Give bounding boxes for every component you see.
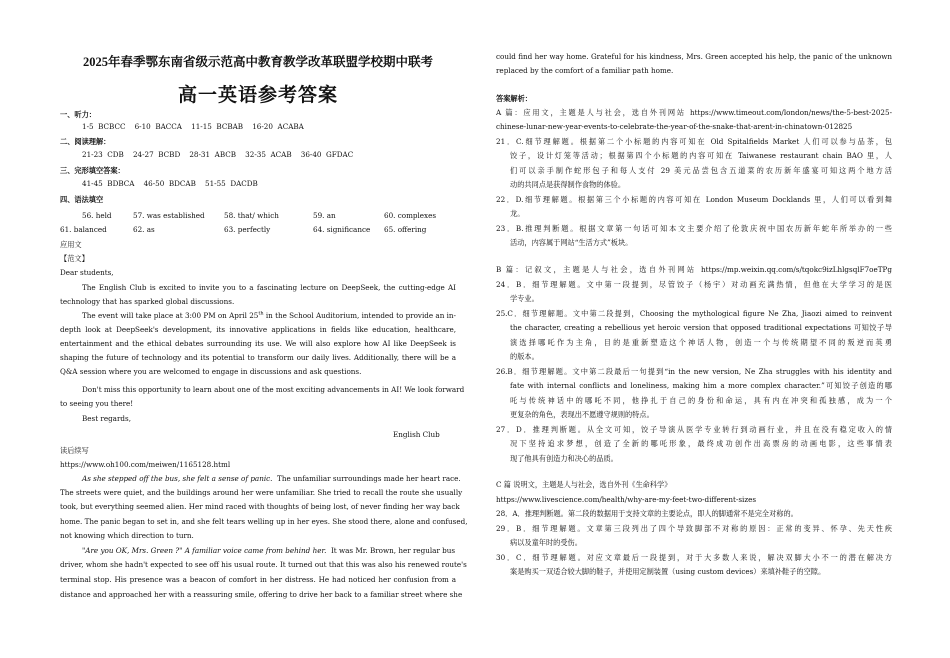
grammar-answer: 57. was established	[133, 211, 205, 220]
analysis-line: 24．B．细节理解题。文中第一段提到，尽管饺子（杨宇）对动画充满热情，但他在大学学习的是医	[496, 280, 892, 289]
analysis-line: 学专业。	[510, 294, 539, 303]
analysis-line: 更复杂的角色，表现出不愿遵守规则的特点。	[510, 410, 654, 419]
analysis-line: https://www.livescience.com/health/why-are-my-feet-two-different-sizes	[496, 495, 757, 504]
analysis-line: 29．B．细节理解题。文章第三段列出了四个导致脚部不对称的原因：正常的变异、怀孕、先天性疾	[496, 524, 892, 533]
exam-title: 2025年春季鄂东南省级示范高中教育教学改革联盟学校期中联考	[82, 55, 433, 69]
essay-greeting: Dear students,	[60, 268, 114, 277]
story-line: could find her way home. Grateful for his kindness, Mrs. Green accepted his help, the panic of the unknown	[496, 52, 892, 61]
analysis-line: 们可以亲手制作蛇形包子和每人支付 29 美元品尝包含五道菜的农历新年盛宴可知这两个地方活	[510, 166, 892, 175]
analysis-line: 现了他具有创造力和决心的品质。	[510, 454, 618, 463]
analysis-line: 26.B．细节理解题。文中第二段最后一句提到“in the new version, Ne Zha struggles with his identity and	[496, 367, 892, 376]
grammar-answer: 56. held	[82, 211, 112, 220]
essay-line: The English Club is excited to invite you to a fascinating lecture on DeepSeek, the cutting-edge AI	[82, 283, 456, 292]
grammar-answer: 65. offering	[384, 225, 427, 234]
model-essay-label: 【范文】	[60, 254, 89, 263]
essay-line: Don't miss this opportunity to learn about one of the most exciting advancements in AI! We look forward	[82, 385, 465, 394]
document-title: 高一英语参考答案	[177, 84, 338, 106]
grammar-answer: 60. complexes	[384, 211, 437, 220]
essay-line: technology that has sparked global discussions.	[60, 297, 235, 306]
analysis-line: 动的共同点是获得制作食物的体验。	[510, 180, 626, 189]
story-line: replaced by the comfort of a familiar path home.	[496, 66, 674, 75]
analysis-line: the character, creating a rebellious yet heroic version that opposed traditional expectations 可知饺子导	[510, 323, 892, 332]
analysis-line: 况下坚持追求梦想，创造了全新的哪吒形象，最终成功创作出高票房的动画电影，这些事情表	[510, 439, 892, 448]
listening-title: 一、听力：	[60, 110, 96, 119]
story-line: home. The panic began to set in, and she felt tears welling up in her eyes. She stood there, alone and confused,	[60, 517, 468, 526]
analysis-line: chinese-lunar-new-year-events-to-celebrate-the-year-of-the-snake-that-arent-in-chinatown-012825	[496, 122, 853, 131]
grammar-answer: 63. perfectly	[224, 225, 271, 234]
listening-answers: 1-5 BCBCC 6-10 BACCA 11-15 BCBAB 16-20 ACABA	[82, 122, 304, 131]
grammar-answer: 61. balanced	[60, 225, 107, 234]
grammar-answer: 62. as	[133, 225, 155, 234]
continuation-label: 读后续写	[60, 446, 89, 455]
analysis-line: C 篇 说明文，主题是人与社会，选自外刊《生命科学》	[496, 480, 672, 489]
story-line: took, but everything seemed alien. Her mind raced with thoughts of being lost, of never finding her way back	[60, 502, 460, 511]
analysis-line: 案是购买一双适合较大脚的鞋子，并使用定制装置（using custom devices）来填补鞋子的空隙。	[510, 567, 826, 576]
analysis-line: 的版本。	[510, 352, 539, 361]
analysis-line: 22．D.细节理解题。根据第三个小标题的内容可知在 London Museum Docklands 里，人们可以看到舞	[496, 195, 892, 204]
analysis-line: 23．B.推理判断题。根据文章第一句话可知本文主要介绍了伦敦庆祝中国农历新年蛇年所举办的一些	[496, 224, 892, 233]
essay-line: Q&A session where you are welcomed to engage in discussions and ask questions.	[60, 367, 362, 376]
essay-line: depth look at DeepSeek's development, its innovative applications in fields like education, healthcare,	[60, 325, 456, 334]
essay-line: The event will take place at 3:00 PM on April 25th in the School Auditorium, intended to provide an in-	[82, 310, 456, 320]
cloze-answers: 41-45 BDBCA 46-50 BDCAB 51-55 DACDB	[82, 179, 258, 188]
analysis-line: A 篇：应用文，主题是人与社会，选自外刊网站 https://www.timeout.com/london/news/the-5-best-2025-	[496, 108, 892, 117]
story-line: distance and approached her with a reassuring smile, offering to drive her back to a familiar street where she	[60, 590, 463, 599]
cloze-title: 三、完形填空答案：	[60, 166, 125, 175]
grammar-answer: 58. that/ which	[224, 211, 279, 220]
analysis-line: fate with internal conflicts and loneliness, making him a more complex character.”可知饺子创造的哪	[510, 381, 892, 390]
essay-line: to seeing you there!	[60, 399, 134, 408]
story-line: not knowing which direction to turn.	[60, 531, 194, 540]
analysis-line: 活动，内容属于网站“生活方式”板块。	[510, 238, 633, 247]
essay-signature: English Club	[393, 430, 440, 439]
reading-answers: 21-23 CDB 24-27 BCBD 28-31 ABCB 32-35 ACAB 36-40 GFDAC	[82, 150, 354, 159]
analysis-line: 27．D．推理判断题。从全文可知，饺子导演从医学专业转行到动画行业，并且在没有稳定收入的情	[496, 425, 892, 434]
grammar-answer: 64. significance	[313, 225, 371, 234]
analysis-title: 答案解析：	[496, 94, 532, 103]
grammar-answer: 59. an	[313, 211, 336, 220]
continuation-url: https://www.oh100.com/meiwen/1165128.html	[60, 460, 231, 469]
story-line: "Are you OK, Mrs. Green ?" A familiar voice came from behind her. It was Mr. Brown, her regular bus	[82, 546, 456, 555]
analysis-line: 吒与传统神话中的哪吒不同，他挣扎于自己的身份和命运，具有内在冲突和孤独感，成为一个	[510, 396, 892, 405]
essay-line: entertainment and the ethical debates surrounding its use. We will also explore how AI like DeepSeek is	[60, 339, 456, 348]
essay-line: shaping the future of technology and its potential to transform our daily lives. Additionally, there will be a	[60, 353, 456, 362]
analysis-line: 演选择哪吒作为主角，目的是重新塑造这个神话人物，创造一个与传统期望不同的叛逆而英勇	[510, 338, 892, 347]
analysis-line: 病以及童年时的受伤。	[510, 538, 582, 547]
writing-label: 应用文	[60, 240, 82, 249]
analysis-line: 饺子，设计灯笼等活动；根据第四个小标题的内容可知在 Taiwanese restaurant chain BAO 里，人	[510, 151, 892, 160]
reading-title: 二、阅读理解：	[60, 137, 111, 146]
grammar-title: 四、语法填空	[60, 195, 104, 204]
story-line: driver, whom she hadn't expected to see off his usual route. It turned out that this was also his renewed route's	[60, 560, 467, 569]
analysis-line: 30．C．细节理解题。对应文章最后一段提到，对于大多数人来说，解决双脚大小不一的潜在解决方	[496, 553, 892, 562]
analysis-line: B 篇：记叙文，主题是人与社会，选自外刊网站 https://mp.weixin.qq.com/s/tqokc9izLhlgsqlF7oeTPg	[496, 265, 892, 274]
story-line: As she stepped off the bus, she felt a sense of panic. The unfamiliar surroundings made her heart race.	[82, 474, 461, 483]
analysis-line: 28．A．推理判断题。第二段的数据用于支持文章的主要论点，即人的脚通常不是完全对称的。	[496, 509, 798, 518]
story-line: terminal stop. His presence was a beacon of comfort in her distress. He had noticed her confusion from a	[60, 575, 456, 584]
analysis-line: 25.C．细节理解题。文中第二段提到，Choosing the mythological figure Ne Zha, Jiaozi aimed to reinvent	[496, 309, 892, 318]
analysis-line: 21．C.细节理解题。根据第二个小标题的内容可知在 Old Spitalfields Market 人们可以参与品茶，包	[496, 137, 892, 146]
essay-closing: Best regards,	[82, 414, 131, 423]
analysis-line: 龙。	[510, 209, 525, 218]
story-line: The streets were quiet, and the buildings around her were unfamiliar. She tried to recall the route she usually	[60, 488, 463, 497]
